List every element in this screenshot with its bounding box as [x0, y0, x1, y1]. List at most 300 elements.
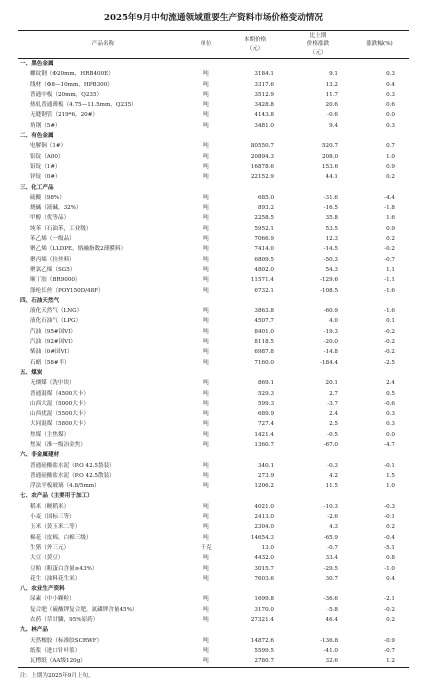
product-name-cell: 柴油（0#国VI） [30, 349, 73, 356]
table-row [18, 121, 409, 131]
price-change-cell: -60.9 [323, 308, 338, 315]
change-percent-cell: 0.2 [386, 236, 395, 243]
price-change-cell: 9.4 [329, 122, 338, 129]
price-change-cell: 153.6 [321, 163, 338, 170]
price-change-cell: -136.8 [320, 637, 338, 644]
price-change-cell: 30.7 [325, 575, 338, 582]
product-name-cell: 花生（油料花生米） [30, 575, 81, 582]
current-price-cell: 529.3 [257, 390, 274, 397]
table-row [18, 461, 409, 471]
category-row [18, 368, 409, 378]
table-row [18, 327, 409, 337]
change-percent-cell: 0.2 [386, 174, 395, 181]
table-row [18, 594, 409, 604]
price-change-cell: -67.0 [323, 441, 338, 448]
product-name-cell: 大豆（黄豆） [30, 555, 64, 562]
current-price-cell: 893.2 [257, 205, 274, 212]
price-change-cell: 208.0 [321, 153, 338, 160]
category-label: 五、煤炭 [20, 369, 43, 376]
table-row [18, 378, 409, 388]
price-change-cell: -65.9 [323, 534, 338, 541]
table-row [18, 615, 409, 625]
unit-cell: 吨 [203, 483, 209, 490]
current-price-cell: 11571.4 [250, 277, 274, 284]
table-row [18, 656, 409, 667]
change-percent-cell: -1.0 [384, 565, 395, 572]
category-row [18, 183, 409, 193]
unit-cell: 吨 [203, 215, 209, 222]
unit-cell: 吨 [203, 71, 209, 78]
product-name-cell: 普通混煤（4500大卡） [30, 390, 89, 397]
change-percent-cell: -1.6 [384, 308, 395, 315]
table-row [18, 389, 409, 399]
price-change-cell: 2.4 [329, 411, 338, 418]
table-row [18, 358, 409, 368]
unit-cell: 吨 [203, 400, 209, 407]
price-change-cell: -19.3 [323, 328, 338, 335]
product-name-cell: 浮法平板玻璃（4.8/5mm） [30, 483, 100, 490]
product-name-cell: 生猪（外三元） [30, 544, 70, 551]
table-row [18, 440, 409, 450]
price-table [18, 30, 409, 668]
table-row [18, 172, 409, 182]
product-name-cell: 纯苯（石油苯，工业级） [30, 225, 92, 232]
price-change-cell: -0.7 [327, 544, 338, 551]
table-row [18, 502, 409, 512]
change-percent-cell: -0.9 [384, 637, 395, 644]
current-price-cell: 22152.9 [250, 174, 274, 181]
table-row [18, 419, 409, 429]
change-percent-cell: -0.4 [384, 534, 395, 541]
table-header [18, 31, 409, 59]
change-percent-cell: 0.9 [386, 163, 395, 170]
product-name-cell: 涤纶长丝（POY150D/48F） [30, 287, 104, 294]
product-name-cell: 玉米（黄玉米二等） [30, 524, 81, 531]
unit-cell: 吨 [203, 163, 209, 170]
product-name-cell: 角钢（5#） [30, 122, 61, 129]
product-name-cell: 焦煤（主焦煤） [30, 431, 70, 438]
category-row [18, 625, 409, 635]
table-row [18, 265, 409, 275]
price-change-cell: 33.4 [325, 555, 338, 562]
table-row [18, 574, 409, 584]
price-change-cell: 20.1 [325, 380, 338, 387]
table-row [18, 409, 409, 419]
price-change-cell: -184.4 [320, 359, 338, 366]
category-row [18, 59, 409, 70]
change-percent-cell: -0.2 [384, 349, 395, 356]
unit-cell: 吨 [203, 225, 209, 232]
change-percent-cell: -0.1 [384, 514, 395, 521]
unit-cell: 吨 [203, 81, 209, 88]
product-name-cell: 顺丁胶（BR9000） [30, 277, 81, 284]
category-label: 二、有色金属 [20, 133, 54, 140]
category-row [18, 584, 409, 594]
price-change-cell: 2.7 [329, 390, 338, 397]
table-row [18, 90, 409, 100]
product-name-cell: 复合肥（硫酸钾复合肥，氮磷钾含量45%） [30, 606, 138, 613]
current-price-cell: 3170.0 [254, 606, 274, 613]
unit-cell: 千克 [200, 544, 212, 551]
price-change-cell: 4.3 [329, 524, 338, 531]
current-price-cell: 3428.8 [254, 102, 274, 109]
change-percent-cell: 0.2 [386, 524, 395, 531]
product-name-cell: 纸浆（进口针叶浆） [30, 647, 81, 654]
price-change-cell: 9.1 [329, 71, 338, 78]
product-name-cell: 线材（Φ8—10mm，HPB300） [30, 81, 113, 88]
table-row [18, 430, 409, 440]
unit-cell: 吨 [203, 503, 209, 510]
change-percent-cell: -0.7 [384, 647, 395, 654]
current-price-cell: 5952.1 [254, 225, 274, 232]
product-name-cell: 山西优混（5500大卡） [30, 411, 89, 418]
table-row [18, 275, 409, 285]
price-change-cell: -16.5 [323, 205, 338, 212]
footnote: 注：上期为2025年9月上旬。 [20, 672, 94, 679]
unit-cell: 吨 [203, 380, 209, 387]
table-row [18, 471, 409, 481]
current-price-cell: 4507.7 [254, 318, 274, 325]
change-percent-cell: -5.1 [384, 544, 395, 551]
change-percent-cell: 0.1 [386, 318, 395, 325]
price-change-cell: 12.3 [325, 236, 338, 243]
price-change-cell: 32.6 [286, 656, 350, 667]
price-change-cell: -0.3 [327, 462, 338, 469]
table-row [18, 213, 409, 223]
change-percent-cell: 0.7 [386, 143, 395, 150]
unit-cell: 吨 [203, 596, 209, 603]
unit-cell: 吨 [203, 524, 209, 531]
change-percent-cell: 1.2 [350, 656, 409, 667]
table-row [18, 255, 409, 265]
change-percent-cell: 1.6 [386, 215, 395, 222]
change-percent-cell: 1.0 [386, 153, 395, 160]
current-price-cell: 1360.7 [254, 441, 274, 448]
table-row [18, 141, 409, 151]
unit-cell: 吨 [203, 308, 209, 315]
table-body [18, 59, 409, 668]
current-price-cell: 4021.0 [254, 503, 274, 510]
price-change-cell: 4.2 [329, 472, 338, 479]
price-change-cell: 2.5 [329, 421, 338, 428]
product-name-cell: 农药（草甘膦，95%原药） [30, 617, 99, 624]
change-percent-cell: 0.3 [386, 122, 395, 129]
current-price-cell: 4802.0 [254, 266, 274, 273]
category-row [18, 491, 409, 501]
current-price-cell: 340.1 [257, 462, 274, 469]
unit-cell: 吨 [203, 575, 209, 582]
current-price-cell: 2304.0 [254, 524, 274, 531]
unit-cell: 吨 [203, 390, 209, 397]
current-price-cell: 5599.5 [254, 647, 274, 654]
product-name-cell: 普通硅酸盐水泥（P.O 42.5袋装） [30, 462, 115, 469]
price-change-cell: -108.5 [320, 287, 338, 294]
product-name-cell: 聚丙烯（拉丝料） [30, 256, 75, 263]
table-row [18, 481, 409, 491]
price-change-cell: 520.7 [321, 143, 338, 150]
product-name-cell: 天然橡胶（标准胶SCRWF） [30, 637, 103, 644]
current-price-cell: 4432.0 [254, 555, 274, 562]
table-row [18, 605, 409, 615]
change-percent-cell: 2.4 [386, 380, 395, 387]
current-price-cell: 6732.1 [254, 287, 274, 294]
table-row [18, 69, 409, 79]
unit-cell: 吨 [203, 194, 209, 201]
price-change-cell: 44.1 [325, 174, 338, 181]
current-price-cell: 273.9 [257, 472, 274, 479]
current-price-cell: 27321.4 [250, 617, 274, 624]
unit-cell: 吨 [203, 637, 209, 644]
table-row [18, 522, 409, 532]
product-name-cell: 棉花（皮棉，白棉三级） [30, 534, 92, 541]
product-name-cell: 液化天然气（LNG） [30, 308, 83, 315]
unit-cell: 吨 [203, 339, 209, 346]
category-row [18, 450, 409, 460]
change-percent-cell: 1.1 [386, 266, 395, 273]
table-row [18, 203, 409, 213]
category-label: 四、石油天然气 [20, 297, 60, 304]
price-change-cell: -36.6 [323, 596, 338, 603]
product-name-cell: 烧碱（液碱，32%） [30, 205, 82, 212]
header-price-change: 比上期 价格涨跌 （元） [286, 31, 350, 59]
product-name-cell: 聚乙烯（LLDPE，熔融指数2薄膜料） [30, 246, 127, 253]
price-change-cell: -10.3 [323, 503, 338, 510]
table-row [18, 244, 409, 254]
change-percent-cell: 0.4 [386, 81, 395, 88]
header-current-price: 本期价格 （元） [224, 31, 286, 59]
unit-cell: 吨 [203, 431, 209, 438]
table-row [18, 306, 409, 316]
price-change-cell: 46.4 [325, 617, 338, 624]
current-price-cell: 1699.8 [254, 596, 274, 603]
price-change-cell: -2.6 [327, 514, 338, 521]
table-row [18, 512, 409, 522]
change-percent-cell: -0.1 [384, 462, 395, 469]
product-name-cell: 小麦（国标三等） [30, 514, 75, 521]
table-row [18, 100, 409, 110]
category-label: 七、农产品（主要用于加工） [20, 493, 93, 500]
change-percent-cell: -2.1 [384, 596, 395, 603]
product-name-cell: 石蜡（58#半） [30, 359, 70, 366]
price-change-cell: 11.5 [325, 483, 338, 490]
table-row [18, 80, 409, 90]
current-price-cell: 727.4 [257, 421, 274, 428]
table-row [18, 564, 409, 574]
unit-cell: 吨 [203, 246, 209, 253]
unit-cell: 吨 [203, 112, 209, 119]
unit-cell: 吨 [203, 328, 209, 335]
product-name-cell: 瓦楞纸（AA级120g） [18, 656, 188, 667]
change-percent-cell: 0.3 [386, 411, 395, 418]
unit-cell: 吨 [203, 91, 209, 98]
price-change-cell: 53.5 [325, 225, 338, 232]
current-price-cell: 3015.7 [254, 565, 274, 572]
change-percent-cell: 0.8 [386, 555, 395, 562]
current-price-cell: 689.9 [257, 411, 274, 418]
product-name-cell: 硫酸（98%） [30, 194, 65, 201]
product-name-cell: 汽油（95#国VI） [30, 328, 77, 335]
price-change-cell: 20.6 [325, 102, 338, 109]
change-percent-cell: 0.9 [386, 225, 395, 232]
current-price-cell: 13.0 [261, 544, 274, 551]
product-name-cell: 无缝钢管（219*6，20#） [30, 112, 98, 119]
change-percent-cell: 1.0 [386, 483, 395, 490]
change-percent-cell: -2.5 [384, 359, 395, 366]
table-row [18, 543, 409, 553]
price-change-cell: -29.5 [323, 565, 338, 572]
unit-cell: 吨 [203, 555, 209, 562]
table-row [18, 286, 409, 296]
product-name-cell: 普通硅酸盐水泥（P.O 42.5散装） [30, 472, 115, 479]
current-price-cell: 685.0 [257, 194, 274, 201]
unit-cell: 吨 [203, 514, 209, 521]
price-change-cell: -3.7 [327, 400, 338, 407]
current-price-cell: 3512.9 [254, 91, 274, 98]
product-name-cell: 汽油（92#国VI） [30, 339, 77, 346]
change-percent-cell: -0.2 [384, 339, 395, 346]
current-price-cell: 599.3 [257, 400, 274, 407]
change-percent-cell: -1.8 [384, 205, 395, 212]
unit-cell: 吨 [203, 153, 209, 160]
unit-cell: 吨 [203, 349, 209, 356]
change-percent-cell: 0.3 [386, 71, 395, 78]
unit-cell: 吨 [203, 472, 209, 479]
table-row [18, 162, 409, 172]
unit-cell: 吨 [203, 266, 209, 273]
unit-cell: 吨 [203, 236, 209, 243]
current-price-cell: 3184.1 [254, 71, 274, 78]
current-price-cell: 16878.6 [250, 163, 274, 170]
change-percent-cell: -1.1 [384, 277, 395, 284]
current-price-cell: 7414.0 [254, 246, 274, 253]
table-row [18, 316, 409, 326]
change-percent-cell: 0.0 [386, 431, 395, 438]
current-price-cell: 6809.5 [254, 256, 274, 263]
current-price-cell: 7603.6 [254, 575, 274, 582]
product-name-cell: 山西大混（5000大卡） [30, 400, 89, 407]
change-percent-cell: -4.4 [384, 194, 395, 201]
current-price-cell: 1421.4 [254, 431, 274, 438]
unit-cell: 吨 [203, 318, 209, 325]
unit-cell: 吨 [203, 174, 209, 181]
header-unit: 单位 [188, 31, 224, 59]
current-price-cell: 1206.2 [254, 483, 274, 490]
current-price-cell: 7066.9 [254, 236, 274, 243]
product-name-cell: 稻米（粳稻米） [30, 503, 70, 510]
change-percent-cell: 0.3 [386, 421, 395, 428]
current-price-cell: 20894.3 [250, 153, 274, 160]
category-row [18, 296, 409, 306]
product-name-cell: 无烟煤（洗中块） [30, 380, 75, 387]
change-percent-cell: 0.5 [386, 390, 395, 397]
table-row [18, 152, 409, 162]
price-change-cell: 54.3 [325, 266, 338, 273]
change-percent-cell: 0.3 [386, 91, 395, 98]
unit-cell: 吨 [203, 606, 209, 613]
product-name-cell: 焦炭（准一级冶金焦） [30, 441, 86, 448]
current-price-cell: 6987.8 [254, 349, 274, 356]
unit-cell: 吨 [203, 102, 209, 109]
table-row [18, 399, 409, 409]
category-label: 三、化工产品 [20, 184, 54, 191]
product-name-cell: 热轧普通薄板（4.75—11.5mm，Q235） [30, 102, 137, 109]
unit-cell: 吨 [203, 359, 209, 366]
change-percent-cell: -0.3 [384, 503, 395, 510]
product-name-cell: 螺纹钢（Φ20mm，HRB400E） [30, 71, 114, 78]
unit-cell: 吨 [203, 462, 209, 469]
current-price-cell: 8401.0 [254, 328, 274, 335]
table-row [18, 553, 409, 563]
change-percent-cell: -0.6 [384, 400, 395, 407]
current-price-cell: 3317.6 [254, 81, 274, 88]
unit-cell: 吨 [203, 441, 209, 448]
unit-cell: 吨 [203, 277, 209, 284]
product-name-cell: 液化石油气（LPG） [30, 318, 82, 325]
current-price-cell: 80550.7 [250, 143, 274, 150]
product-name-cell: 普通中板（20mm，Q235） [30, 91, 103, 98]
product-name-cell: 电解铜（1#） [30, 143, 67, 150]
product-name-cell: 聚氯乙烯（SG5） [30, 266, 76, 273]
current-price-cell: 3481.0 [254, 122, 274, 129]
category-label: 六、非金属建材 [20, 452, 60, 459]
unit-cell: 吨 [203, 647, 209, 654]
current-price-cell: 14872.6 [250, 637, 274, 644]
current-price-cell: 7160.0 [254, 359, 274, 366]
category-row [18, 131, 409, 141]
price-change-cell: -50.3 [323, 256, 338, 263]
product-name-cell: 尿素（中小颗粒） [30, 596, 75, 603]
price-change-cell: -5.8 [327, 606, 338, 613]
current-price-cell: 3863.8 [254, 308, 274, 315]
price-change-cell: 4.0 [329, 318, 338, 325]
table-row [18, 533, 409, 543]
unit-cell: 吨 [203, 122, 209, 129]
category-label: 九、林产品 [20, 627, 48, 634]
current-price-cell: 4143.8 [254, 112, 274, 119]
header-change-percent: 涨跌幅(%) [350, 31, 409, 59]
table-row [18, 636, 409, 646]
current-price-cell: 2413.0 [254, 514, 274, 521]
current-price-cell: 869.1 [257, 380, 274, 387]
header-product-name: 产品名称 [18, 31, 188, 59]
price-change-cell: -41.0 [323, 647, 338, 654]
price-change-cell: -0.5 [327, 431, 338, 438]
change-percent-cell: 0.2 [386, 617, 395, 624]
change-percent-cell: 0.6 [386, 102, 395, 109]
category-label: 八、农业生产资料 [20, 586, 65, 593]
price-change-cell: -14.8 [323, 349, 338, 356]
price-change-cell: -129.6 [320, 277, 338, 284]
price-change-cell: -20.0 [323, 339, 338, 346]
change-percent-cell: -0.2 [384, 328, 395, 335]
product-name-cell: 豆粕（粗蛋白含量≥43%） [30, 565, 98, 572]
product-name-cell: 大同混煤（5800大卡） [30, 421, 89, 428]
product-name-cell: 甲醇（优等品） [30, 215, 70, 222]
change-percent-cell: -4.7 [384, 441, 395, 448]
price-change-cell: 13.2 [325, 81, 338, 88]
unit-cell: 吨 [203, 565, 209, 572]
price-change-cell: -31.6 [323, 194, 338, 201]
table-row [18, 347, 409, 357]
change-percent-cell: -0.2 [384, 606, 395, 613]
product-name-cell: 铝锭（A00） [30, 153, 64, 160]
current-price-cell: 8118.5 [254, 339, 274, 346]
product-name-cell: 锌锭（0#） [30, 174, 61, 181]
table-row [18, 110, 409, 120]
change-percent-cell: 1.5 [386, 472, 395, 479]
table-row [18, 224, 409, 234]
current-price-cell: 14654.3 [250, 534, 274, 541]
